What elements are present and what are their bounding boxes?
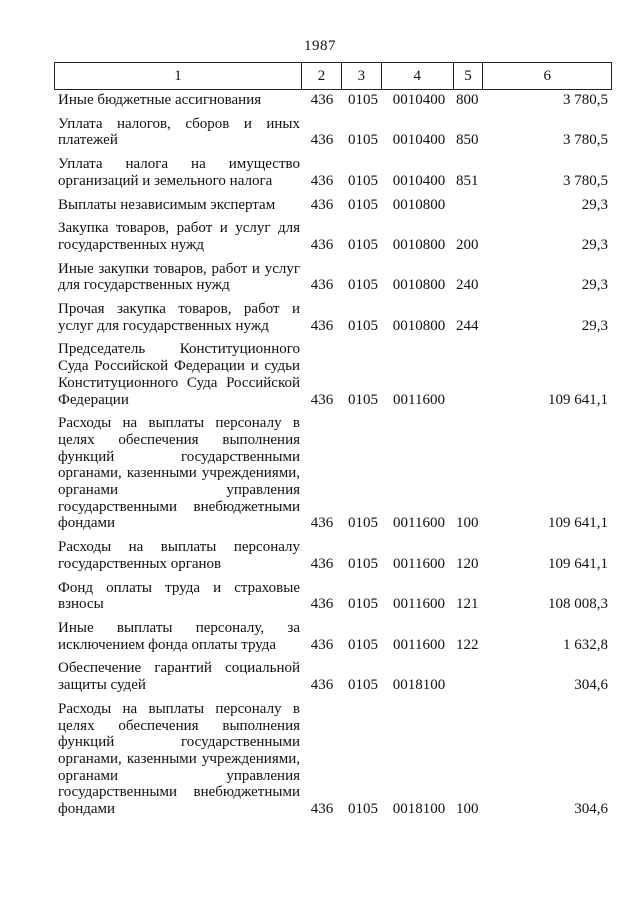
row-code-5: 121 — [456, 596, 479, 613]
header-col-5: 5 — [454, 63, 484, 89]
row-code-5: 100 — [456, 801, 479, 818]
row-amount: 108 008,3 — [548, 596, 608, 613]
table-row — [54, 116, 612, 149]
row-code-4: 0011600 — [393, 391, 445, 408]
table-row — [54, 220, 612, 253]
row-name: Расходы на выплаты персоналу государственных органов — [58, 539, 300, 572]
table-row — [54, 341, 612, 408]
row-code-2: 436 — [310, 317, 334, 334]
table-row — [54, 539, 612, 572]
header-col-2: 2 — [302, 63, 342, 89]
row-code-5: 100 — [456, 515, 479, 532]
row-code-5: 122 — [456, 636, 479, 653]
row-code-3: 0105 — [348, 172, 378, 189]
row-code-3: 0105 — [348, 277, 378, 294]
row-amount: 29,3 — [581, 236, 608, 253]
row-code-4: 0010400 — [392, 92, 446, 108]
row-name: Фонд оплаты труда и страховые взносы — [58, 579, 300, 613]
row-name: Уплата налогов, сборов и иных платежей — [58, 115, 300, 149]
table-row — [54, 620, 612, 653]
row-amount: 29,3 — [581, 196, 608, 213]
row-code-3: 0105 — [348, 801, 378, 818]
row-amount: 3 780,5 — [563, 172, 608, 189]
page-number: 1987 — [304, 38, 336, 54]
row-code-2: 436 — [310, 277, 334, 294]
row-code-3: 0105 — [348, 196, 378, 213]
table-row — [54, 580, 612, 613]
row-code-4: 0010800 — [392, 277, 446, 294]
header-col-6: 6 — [543, 67, 551, 84]
row-code-4: 0010400 — [392, 132, 446, 149]
row-code-3: 0105 — [348, 555, 378, 572]
row-code-5: 850 — [456, 132, 479, 149]
row-name: Иные бюджетные ассигнования — [58, 92, 262, 108]
table-row — [54, 660, 612, 693]
row-code-3: 0105 — [348, 677, 378, 694]
row-code-4: 0018100 — [392, 677, 446, 694]
row-code-5: 244 — [456, 317, 479, 334]
row-code-2: 436 — [310, 391, 334, 408]
row-name: Прочая закупка товаров, работ и услуг для государственных нужд — [58, 301, 300, 334]
row-code-5: 851 — [456, 172, 479, 189]
row-code-2: 436 — [310, 596, 334, 613]
row-amount: 3 780,5 — [563, 92, 608, 108]
row-code-3: 0105 — [348, 515, 378, 532]
row-code-4: 0010800 — [392, 317, 446, 334]
row-name: Расходы на выплаты персоналу в целях обеспечения выполнения функций государственными органами, казенными учреждениями, органами управления государственными внебюджетными фондами — [58, 700, 300, 818]
row-code-2: 436 — [310, 196, 334, 213]
header-col-4: 4 — [382, 63, 454, 89]
table-body — [54, 92, 612, 825]
table-header — [54, 62, 612, 90]
row-code-3: 0105 — [348, 636, 378, 653]
row-code-4: 0011600 — [393, 555, 445, 572]
row-code-2: 436 — [310, 636, 334, 653]
row-name: Уплата налога на имущество организаций и земельного налога — [58, 156, 300, 189]
table-row — [54, 261, 612, 294]
row-code-2: 436 — [310, 801, 334, 818]
row-amount: 3 780,5 — [563, 132, 608, 149]
table-row — [54, 415, 612, 532]
row-code-5: 120 — [456, 555, 479, 572]
row-name: Обеспечение гарантий социальной защиты судей — [58, 660, 300, 694]
table-row — [54, 92, 612, 109]
row-name: Иные закупки товаров, работ и услуг для государственных нужд — [58, 260, 300, 294]
row-amount: 29,3 — [581, 277, 608, 294]
row-code-4: 0010400 — [392, 172, 446, 189]
row-amount: 304,6 — [574, 677, 608, 694]
row-name: Выплаты независимым экспертам — [58, 196, 276, 213]
row-code-2: 436 — [310, 236, 334, 253]
row-code-2: 436 — [310, 132, 334, 149]
row-code-2: 436 — [310, 172, 334, 189]
table-row — [54, 156, 612, 189]
row-code-3: 0105 — [348, 317, 378, 334]
row-amount: 109 641,1 — [548, 555, 608, 572]
row-amount: 304,6 — [574, 801, 608, 818]
row-code-2: 436 — [310, 92, 334, 108]
row-amount: 109 641,1 — [548, 391, 608, 408]
row-code-4: 0018100 — [392, 801, 446, 818]
row-code-4: 0010800 — [392, 236, 446, 253]
row-code-5: 240 — [456, 277, 479, 294]
row-code-2: 436 — [310, 677, 334, 694]
row-code-3: 0105 — [348, 92, 378, 108]
row-code-3: 0105 — [348, 596, 378, 613]
table-row — [54, 701, 612, 818]
row-code-5: 200 — [456, 236, 479, 253]
row-name: Расходы на выплаты персоналу в целях обеспечения выполнения функций государственными органами, казенными учреждениями, органами управления государственными внебюджетными фондами — [58, 415, 300, 532]
row-name: Иные выплаты персоналу, за исключением фонда оплаты труда — [58, 619, 300, 653]
row-code-4: 0010800 — [392, 196, 446, 213]
row-code-4: 0011600 — [393, 596, 445, 613]
row-code-3: 0105 — [348, 236, 378, 253]
row-code-5: 800 — [456, 92, 479, 108]
row-code-2: 436 — [310, 555, 334, 572]
row-code-3: 0105 — [348, 132, 378, 149]
table-row — [54, 197, 612, 214]
row-name: Председатель Конституционного Суда Российской Федерации и судьи Конституционного Суда Российской Федерации — [58, 341, 300, 408]
row-name: Закупка товаров, работ и услуг для государственных нужд — [58, 220, 300, 253]
table-row — [54, 301, 612, 334]
header-col-3: 3 — [342, 63, 382, 89]
row-code-2: 436 — [310, 515, 334, 532]
row-amount: 1 632,8 — [563, 636, 608, 653]
row-amount: 29,3 — [581, 317, 608, 334]
row-amount: 109 641,1 — [548, 515, 608, 532]
header-col-1: 1 — [55, 63, 302, 89]
row-code-4: 0011600 — [393, 515, 445, 532]
row-code-4: 0011600 — [393, 636, 445, 653]
row-code-3: 0105 — [348, 391, 378, 408]
